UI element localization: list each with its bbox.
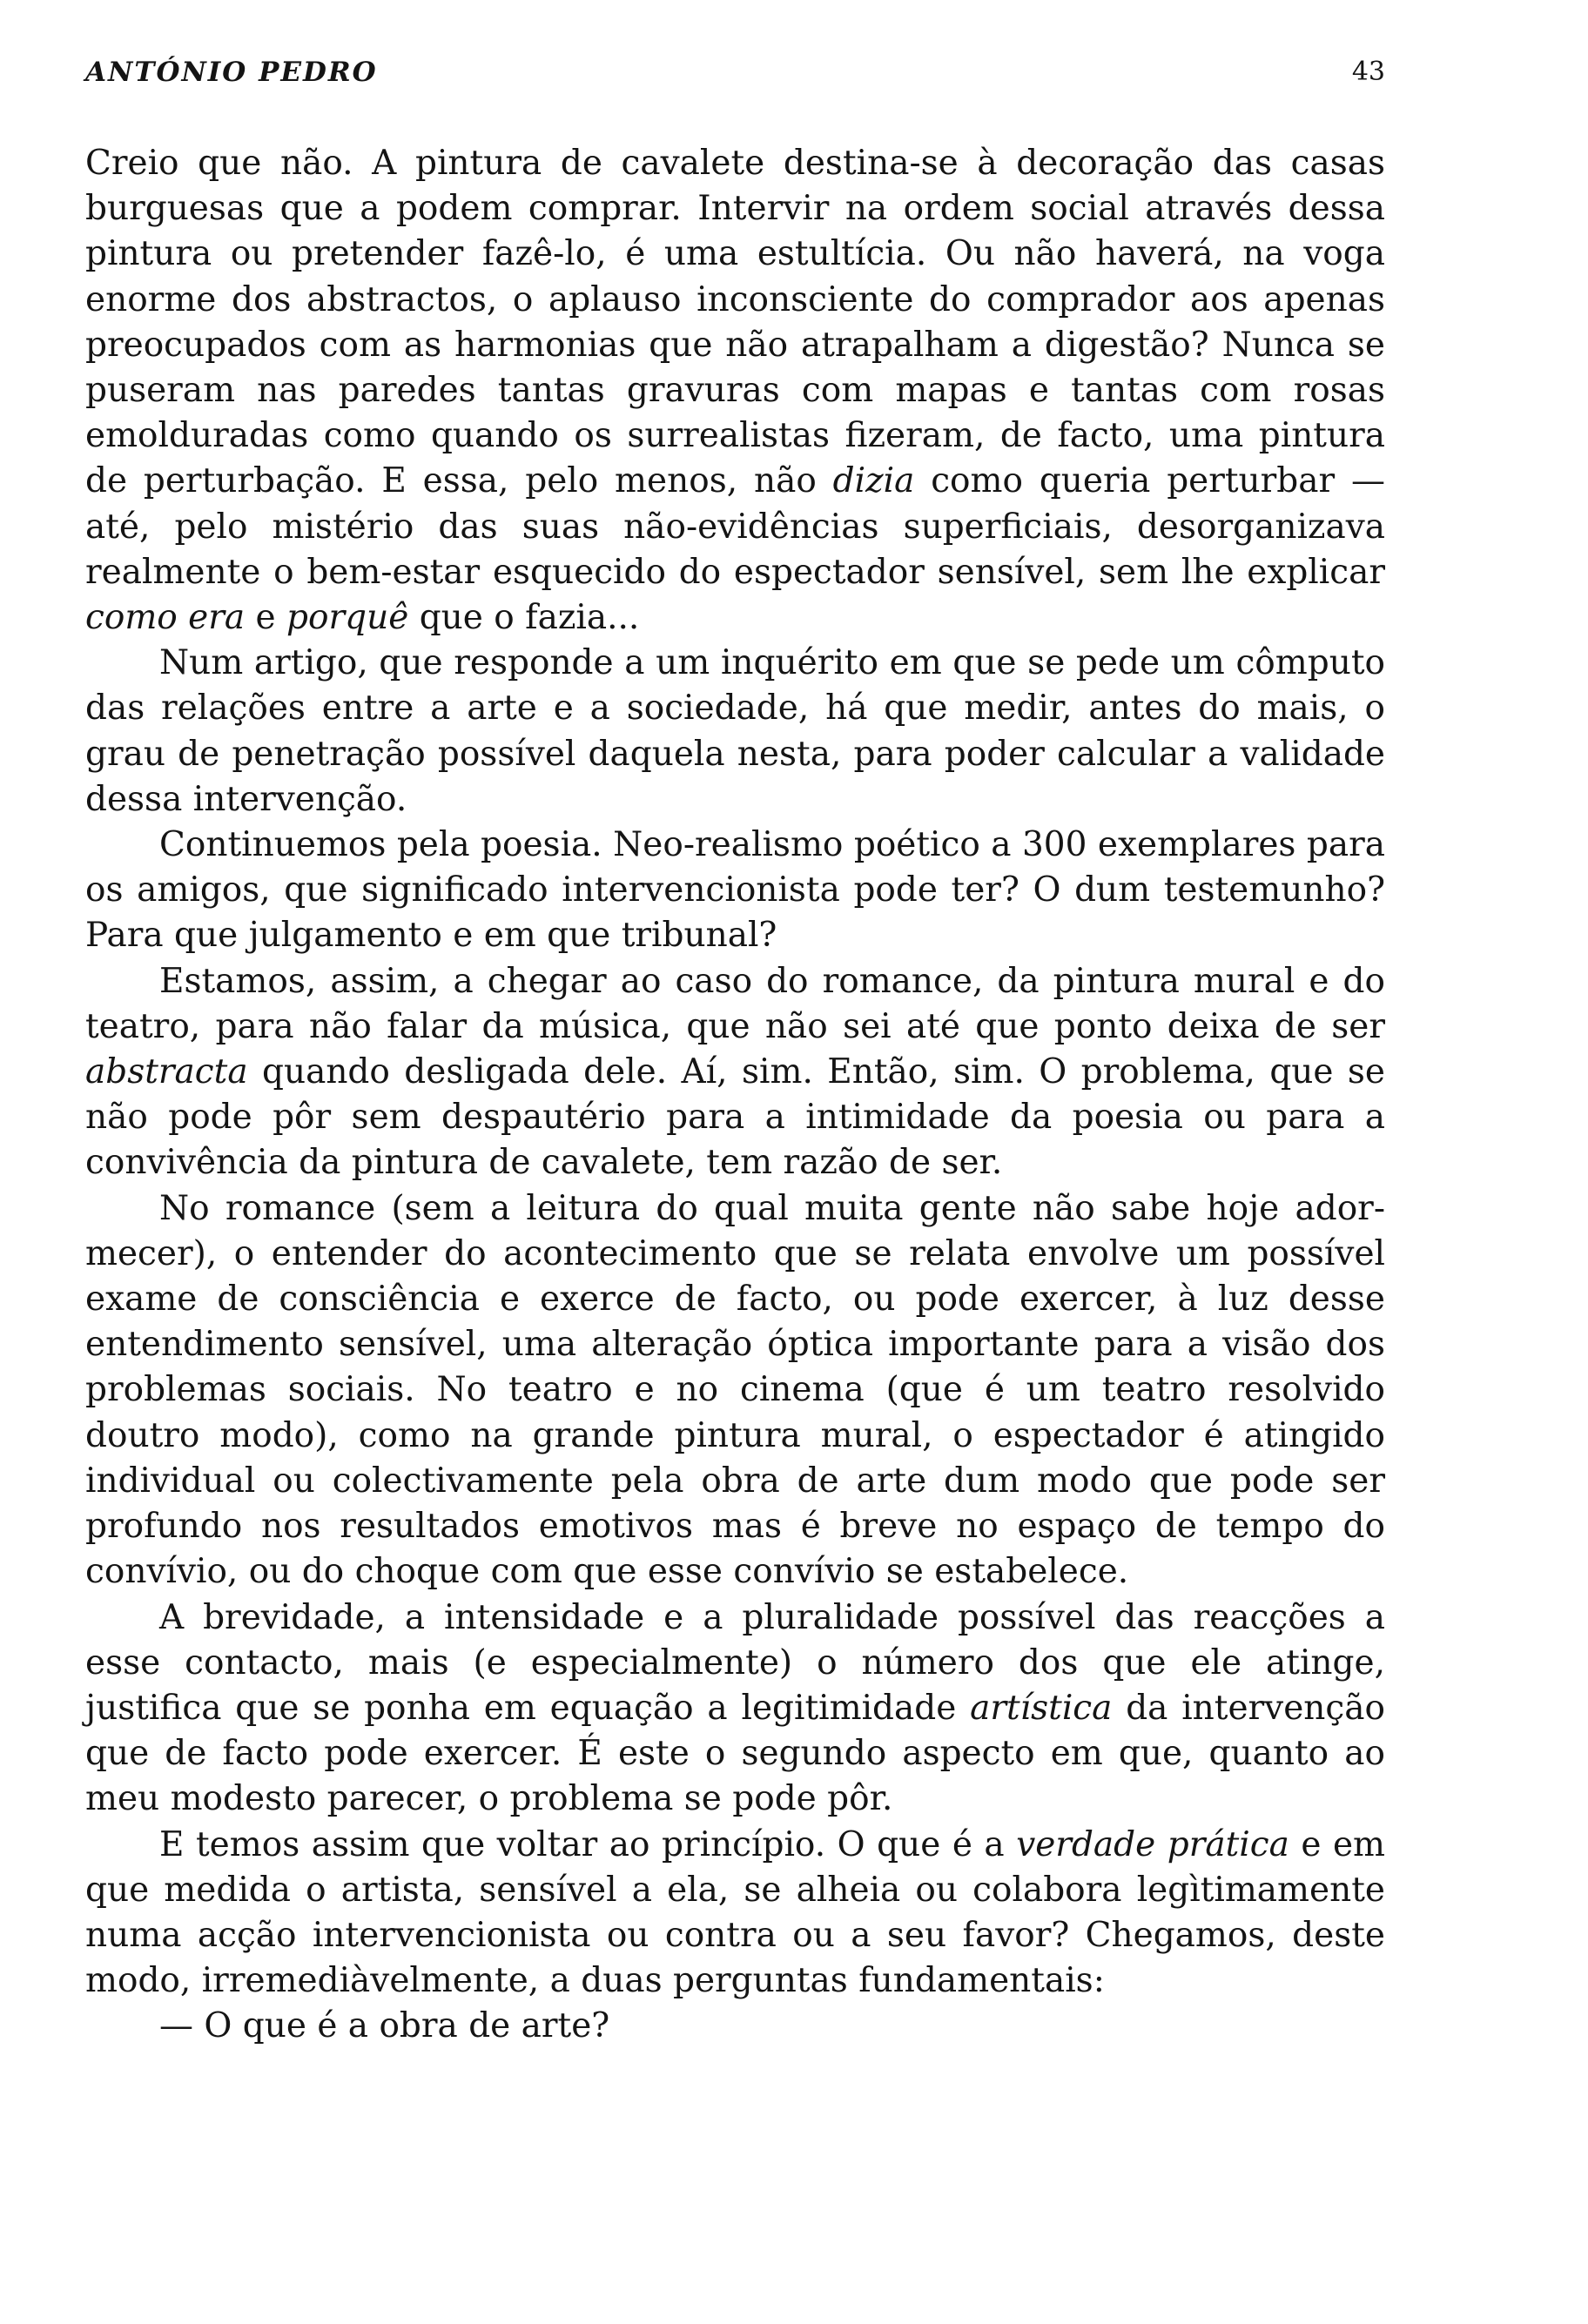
paragraph bbox=[85, 1823, 1385, 2005]
paragraph bbox=[85, 1186, 1385, 1595]
text-run: Estamos, assim, a chegar ao caso do romance, da pintura mural e do teatro, para não falar da música, que não sei até que ponto deixa de ser bbox=[85, 961, 1385, 1046]
text-run: como queria perturbar — até, pelo mistério das suas não-evidências superficiais, desorganizava realmente o bem-estar esquecido do espectador sensível, sem lhe explicar bbox=[85, 461, 1386, 592]
paragraph bbox=[85, 959, 1385, 1186]
paragraph bbox=[85, 641, 1385, 823]
text-run: Creio que não. A pintura de cavalete destina-se à decoração das casas burguesas que a podem comprar. Intervir na ordem social através dessa pintura ou pretender fazê-lo, é uma estultícia. Ou não haverá, na voga enorme dos abstractos, o aplauso inconsciente do comprador aos apenas preocupados com as harmonias que não atrapalham a digestão? Nunca se puseram nas paredes tantas gravuras com mapas e tantas com rosas emolduradas como quando os surrealistas fizeram, de facto, uma pintura de perturbação. E essa, pelo menos, não bbox=[85, 144, 1385, 501]
text-run: da intervenção que de facto pode exercer. É este o segundo aspecto em que, quanto ao meu modesto parecer, o problema se pode pôr. bbox=[85, 1688, 1385, 1819]
text-run: E temos assim que voltar ao princípio. O que é a bbox=[159, 1824, 1017, 1864]
text-run: que o fazia... bbox=[408, 598, 640, 638]
text-run: A brevidade, a intensidade e a pluralidade possível das reacções a esse contacto, mais (e especialmente) o número dos que ele atinge, justifica que se ponha em equação a legitimidade bbox=[85, 1597, 1385, 1728]
paragraph bbox=[85, 2004, 1385, 2049]
italic-text: como era bbox=[85, 598, 246, 638]
text-run: No romance (sem a leitura do qual muita gente não sabe hoje adormecer), o entender do acontecimento que se relata envolve um possível exame de consciência e exerce de facto, ou pode exercer, à luz desse entendimento sensível, uma alteração óptica importante para a visão dos problemas sociais. No teatro e no cinema (que é um teatro resolvido doutro modo), como na grande pintura mural, o espectador é atingido individual ou colectivamente pela obra de arte dum modo que pode ser profundo nos resultados emotivos mas é breve no espaço de tempo do convívio, ou do choque com que esse convívio se estabelece. bbox=[85, 1188, 1385, 1592]
page-number: 43 bbox=[1351, 57, 1385, 87]
text-run: — O que é a obra de arte? bbox=[159, 2006, 610, 2046]
text-run: Continuemos pela poesia. Neo-realismo poético a 300 exemplares para os amigos, que significado intervencionista pode ter? O dum testemunho? Para que julgamento e em que tribunal? bbox=[85, 825, 1385, 956]
text-run: e bbox=[245, 598, 287, 638]
italic-text: dizia bbox=[832, 461, 915, 501]
italic-text: porquê bbox=[286, 598, 409, 638]
paragraph bbox=[85, 823, 1385, 959]
paragraph bbox=[85, 141, 1385, 641]
text-run: quando desligada dele. Aí, sim. Então, sim. O problema, que se não pode pôr sem despautério para a intimidade da poesia ou para a convivência da pintura de cavalete, tem razão de ser. bbox=[85, 1052, 1385, 1183]
running-head: ANTÓNIO PEDRO bbox=[85, 57, 378, 88]
italic-text: abstracta bbox=[85, 1052, 248, 1092]
text-run: e em que medida o artista, sensível a ela, se alheia ou colabora legìtimamente numa acção intervencionista ou contra ou a seu favor? Chegamos, deste modo, irremediàvelmente, a duas perguntas fundamentais: bbox=[85, 1824, 1386, 2001]
italic-text: verdade prática bbox=[1016, 1824, 1289, 1864]
page-header bbox=[85, 50, 1385, 94]
text-run: Num artigo, que responde a um inquérito em que se pede um cômputo das relações entre a arte e a sociedade, há que medir, antes do mais, o grau de penetração possível daquela nesta, para poder calcular a validade dessa intervenção. bbox=[85, 643, 1385, 819]
italic-text: artística bbox=[970, 1688, 1113, 1728]
body-text bbox=[85, 141, 1385, 2050]
paragraph bbox=[85, 1595, 1385, 1823]
